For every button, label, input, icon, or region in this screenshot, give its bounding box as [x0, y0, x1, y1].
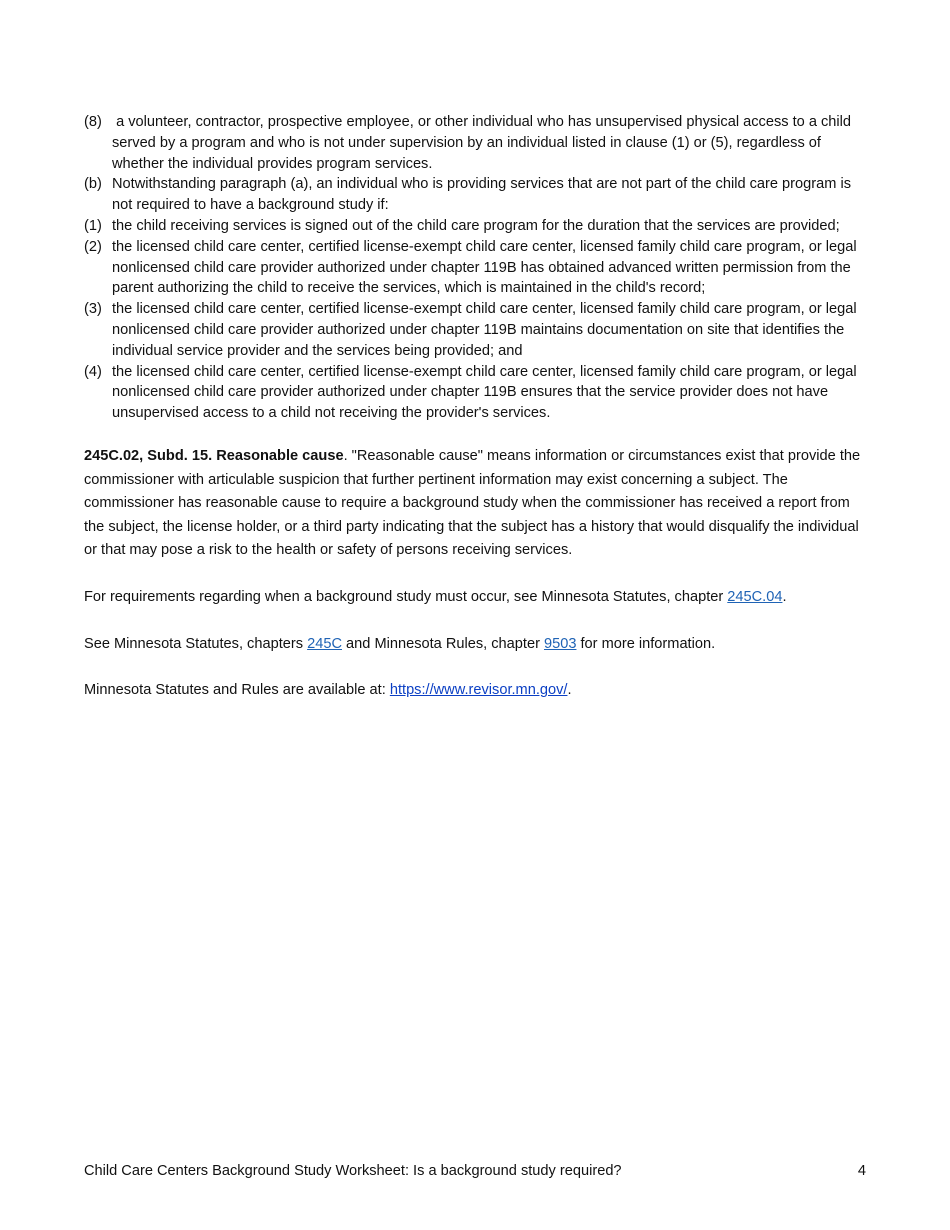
list-item-4	[84, 362, 868, 424]
list-item-b	[84, 174, 868, 216]
availability-text: Minnesota Statutes and Rules are available at:	[84, 682, 390, 699]
availability-end: .	[567, 682, 572, 699]
link-245c-04[interactable]: 245C.04	[727, 588, 783, 605]
list-text: Notwithstanding paragraph (a), an individual who is providing services that are not part of the child care program is not required to have a background study if:	[112, 176, 851, 214]
list-item-3	[84, 299, 868, 361]
see-also-text-3: for more information.	[576, 635, 716, 652]
list-marker: (4)	[84, 363, 102, 380]
list-text: the licensed child care center, certified license-exempt child care center, licensed family child care program, or legal nonlicensed child care provider authorized under chapter 119B maintains documentation on site that identifies the individual service provider and the services being provided; and	[112, 301, 857, 359]
requirements-end: .	[782, 588, 787, 605]
list-marker: (3)	[84, 301, 102, 318]
list-text: the child receiving services is signed out of the child care program for the duration that the services are provided;	[112, 217, 840, 234]
requirements-paragraph	[84, 586, 868, 610]
see-also-paragraph	[84, 633, 868, 657]
page-footer	[84, 1161, 868, 1181]
requirements-text: For requirements regarding when a background study must occur, see Minnesota Statutes, chapter	[84, 588, 728, 605]
reasonable-cause-text: . "Reasonable cause" means information or circumstances exist that provide the commissioner with articulable suspicion that further pertinent information may exist concerning a subject. The commissioner has reasonable cause to require a background study when the commissioner has received a report from the subject, the license holder, or a third party indicating that the subject has a history that would disqualify the individual or that may pose a risk to the health or safety of persons receiving services.	[84, 447, 861, 559]
availability-paragraph	[84, 679, 868, 703]
reasonable-cause-heading: 245C.02, Subd. 15. Reasonable cause	[84, 447, 344, 464]
list-marker: (8)	[84, 114, 102, 130]
list-text: a volunteer, contractor, prospective employee, or other individual who has unsupervised physical access to a child served by a program and who is not under supervision by an individual listed in clause (1) or (5), regardless of whether the individual provides program services.	[112, 114, 856, 172]
link-245c[interactable]: 245C	[307, 635, 342, 652]
list-item-2	[84, 237, 868, 299]
list-item-1	[84, 216, 868, 237]
reasonable-cause-paragraph	[84, 445, 868, 563]
list-item-8	[84, 112, 868, 174]
document-body	[84, 112, 868, 703]
footer-title: Child Care Centers Background Study Worksheet: Is a background study required?	[84, 1163, 622, 1179]
page-number: 4	[857, 1163, 866, 1179]
list-text: the licensed child care center, certified license-exempt child care center, licensed family child care program, or legal nonlicensed child care provider authorized under chapter 119B has obtained advanced written permission from the parent authorizing the child to receive the services, which is maintained in the child's record;	[112, 238, 857, 297]
list-marker: (1)	[84, 217, 102, 234]
list-marker: (b)	[84, 176, 102, 193]
see-also-text-1: See Minnesota Statutes, chapters	[84, 635, 308, 652]
see-also-text-2: and Minnesota Rules, chapter	[341, 635, 544, 652]
list-marker: (2)	[84, 238, 102, 255]
link-9503[interactable]: 9503	[543, 635, 577, 652]
list-text: the licensed child care center, certified license-exempt child care center, licensed family child care program, or legal nonlicensed child care provider authorized under chapter 119B ensures that the service provider does not have unsupervised access to a child not receiving the provider's services.	[112, 363, 857, 422]
link-revisor[interactable]: https://www.revisor.mn.gov/	[389, 682, 568, 699]
